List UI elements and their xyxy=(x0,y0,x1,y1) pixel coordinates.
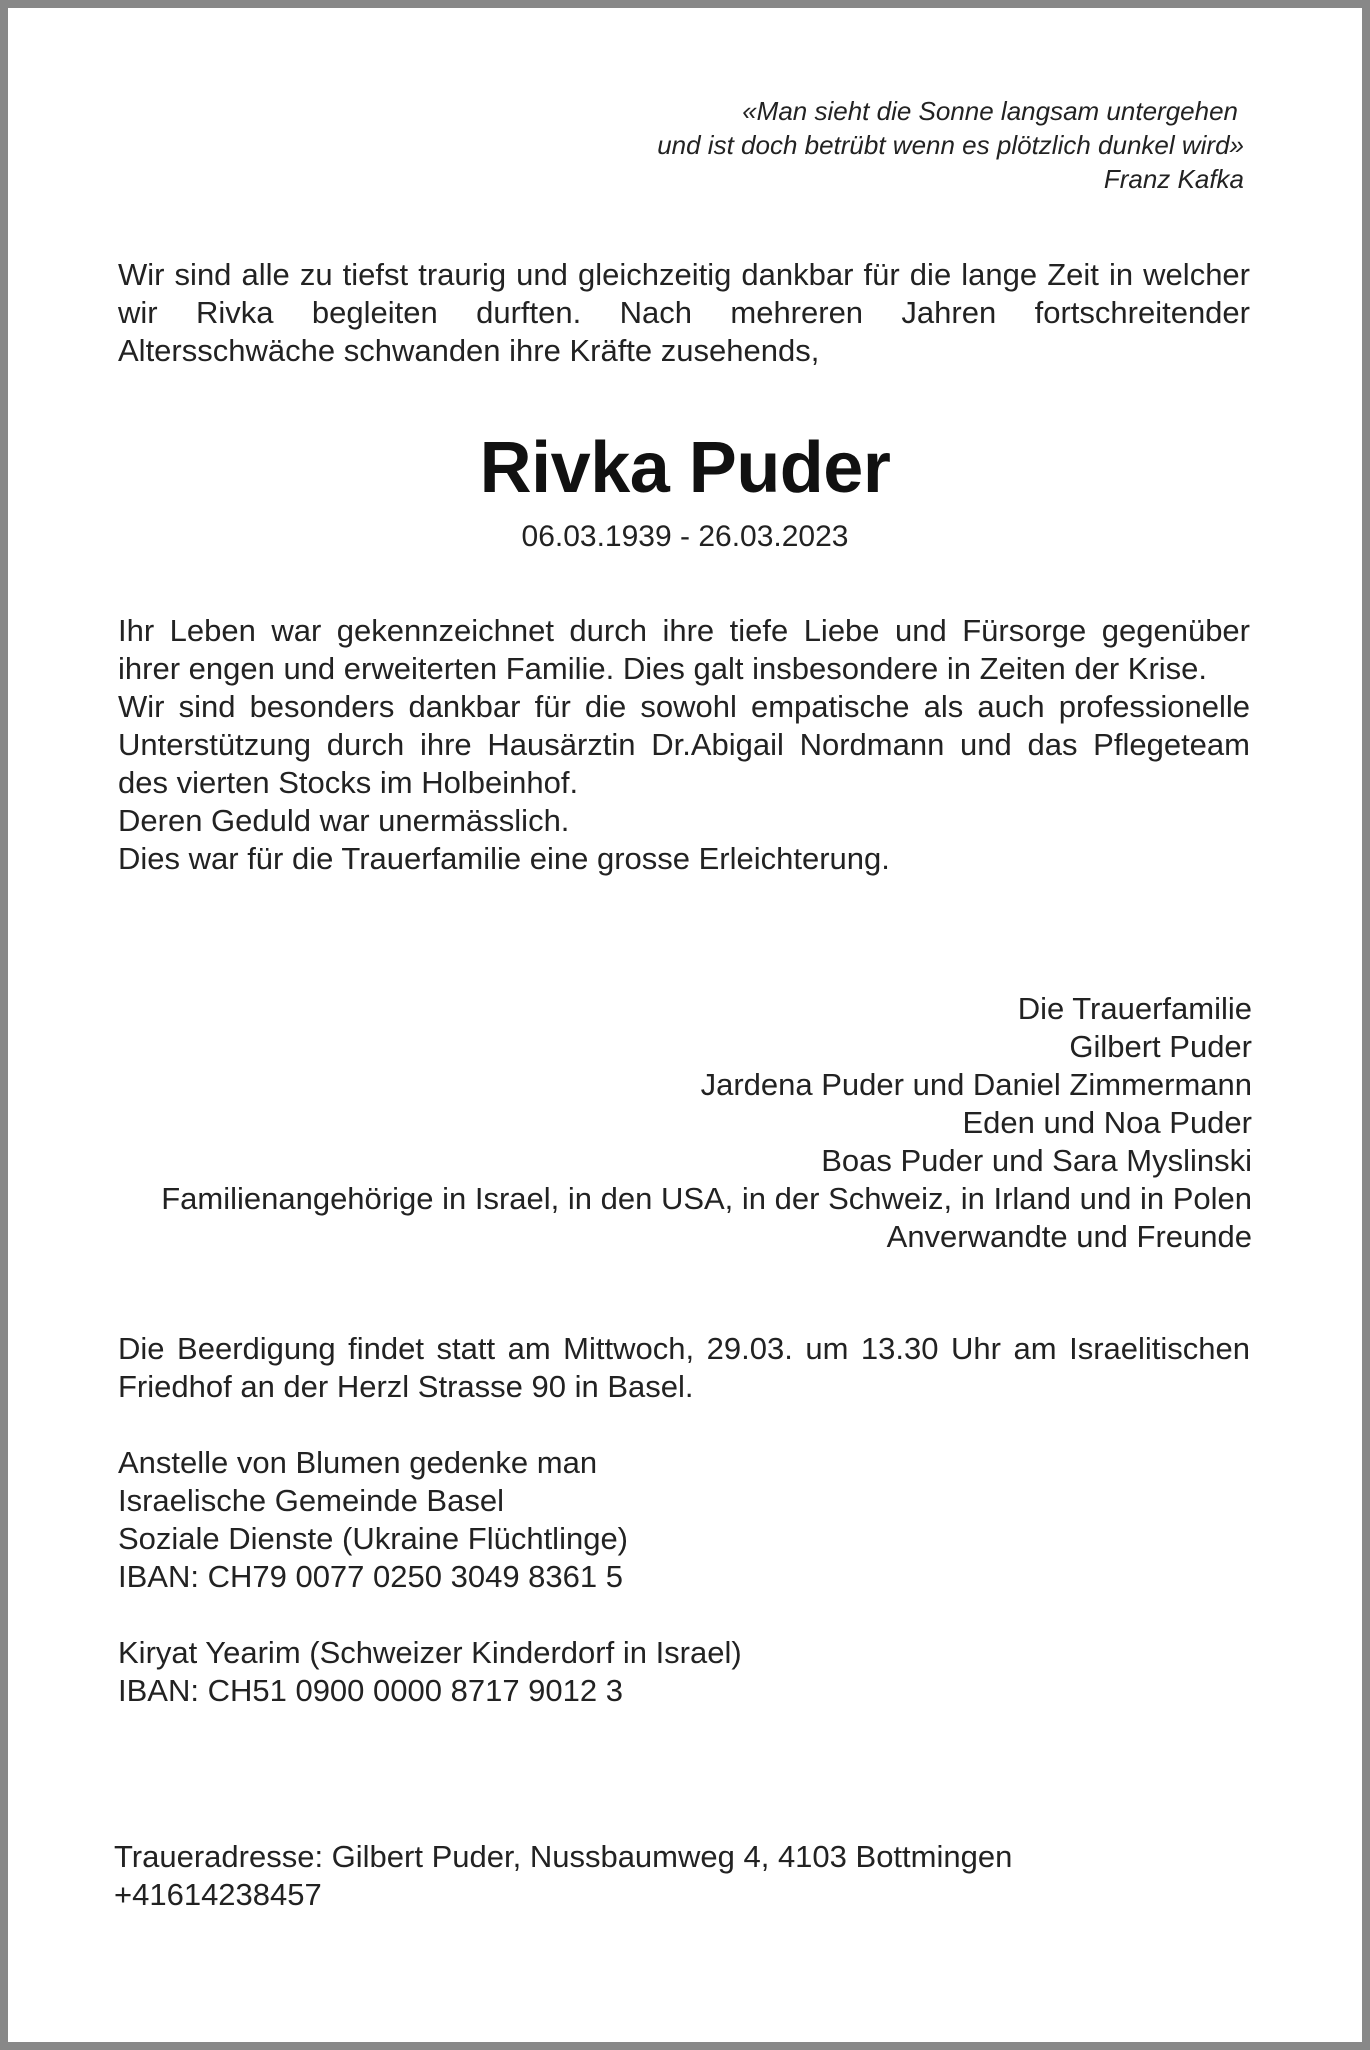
family-line: Anverwandte und Freunde xyxy=(886,1219,1252,1254)
kiryat-iban: IBAN: CH51 0900 0000 8717 9012 3 xyxy=(118,1673,623,1708)
family-line: Familienangehörige in Israel, in den USA, in der Schweiz, in Irland und in Polen xyxy=(161,1181,1252,1216)
family-signature xyxy=(92,990,1252,1256)
donation-line-2: Israelische Gemeinde Basel xyxy=(118,1483,504,1518)
kiryat-yearim-info xyxy=(118,1634,1250,1710)
mourning-address xyxy=(114,1838,1246,1914)
donation-line-1: Anstelle von Blumen gedenke man xyxy=(118,1445,598,1480)
kafka-quote xyxy=(344,94,1244,196)
quote-author: Franz Kafka xyxy=(1103,164,1244,194)
family-line: Boas Puder und Sara Myslinski xyxy=(821,1143,1252,1178)
address-line: Traueradresse: Gilbert Puder, Nussbaumweg 4, 4103 Bottmingen xyxy=(114,1839,1013,1874)
life-paragraph-2: Wir sind besonders dankbar für die sowohl empatische als auch professionelle Unterstützung durch ihre Hausärztin Dr.Abigail Nordmann und das Pflegeteam des vierten Stocks im Holbeinhof. xyxy=(118,689,1250,800)
family-line: Die Trauerfamilie xyxy=(1017,991,1252,1026)
quote-line-1: «Man sieht die Sonne langsam untergehen xyxy=(742,96,1238,126)
life-paragraph-1: Ihr Leben war gekennzeichnet durch ihre tiefe Liebe und Fürsorge gegenüber ihrer engen und erweiterten Familie. Dies galt insbesondere in Zeiten der Krise. xyxy=(118,613,1250,686)
donation-info xyxy=(118,1444,1250,1596)
life-paragraph-3: Deren Geduld war unermässlich. xyxy=(118,803,570,838)
funeral-notice: Die Beerdigung findet statt am Mittwoch, 29.03. um 13.30 Uhr am Israelitischen Friedhof an der Herzl Strasse 90 in Basel. xyxy=(118,1331,1250,1404)
family-line: Eden und Noa Puder xyxy=(962,1105,1252,1140)
family-line: Gilbert Puder xyxy=(1069,1029,1252,1064)
kiryat-name: Kiryat Yearim (Schweizer Kinderdorf in Israel) xyxy=(118,1635,742,1670)
life-paragraph-4: Dies war für die Trauerfamilie eine grosse Erleichterung. xyxy=(118,841,890,876)
obituary-page xyxy=(8,8,1362,2042)
deceased-name: Rivka Puder xyxy=(479,428,891,508)
quote-line-2: und ist doch betrübt wenn es plötzlich dunkel wird» xyxy=(657,130,1244,160)
life-dates: 06.03.1939 - 26.03.2023 xyxy=(521,520,849,553)
donation-line-3: Soziale Dienste (Ukraine Flüchtlinge) xyxy=(118,1521,629,1556)
life-paragraphs xyxy=(118,612,1250,878)
intro-paragraph: Wir sind alle zu tiefst traurig und gleichzeitig dankbar für die lange Zeit in welcher wir Rivka begleiten durften. Nach mehreren Jahren fortschreitender Altersschwäche schwanden ihre Kräfte zusehends, xyxy=(118,257,1250,368)
donation-iban: IBAN: CH79 0077 0250 3049 8361 5 xyxy=(118,1559,623,1594)
phone-number: +41614238457 xyxy=(114,1877,322,1912)
family-line: Jardena Puder und Daniel Zimmermann xyxy=(700,1067,1252,1102)
